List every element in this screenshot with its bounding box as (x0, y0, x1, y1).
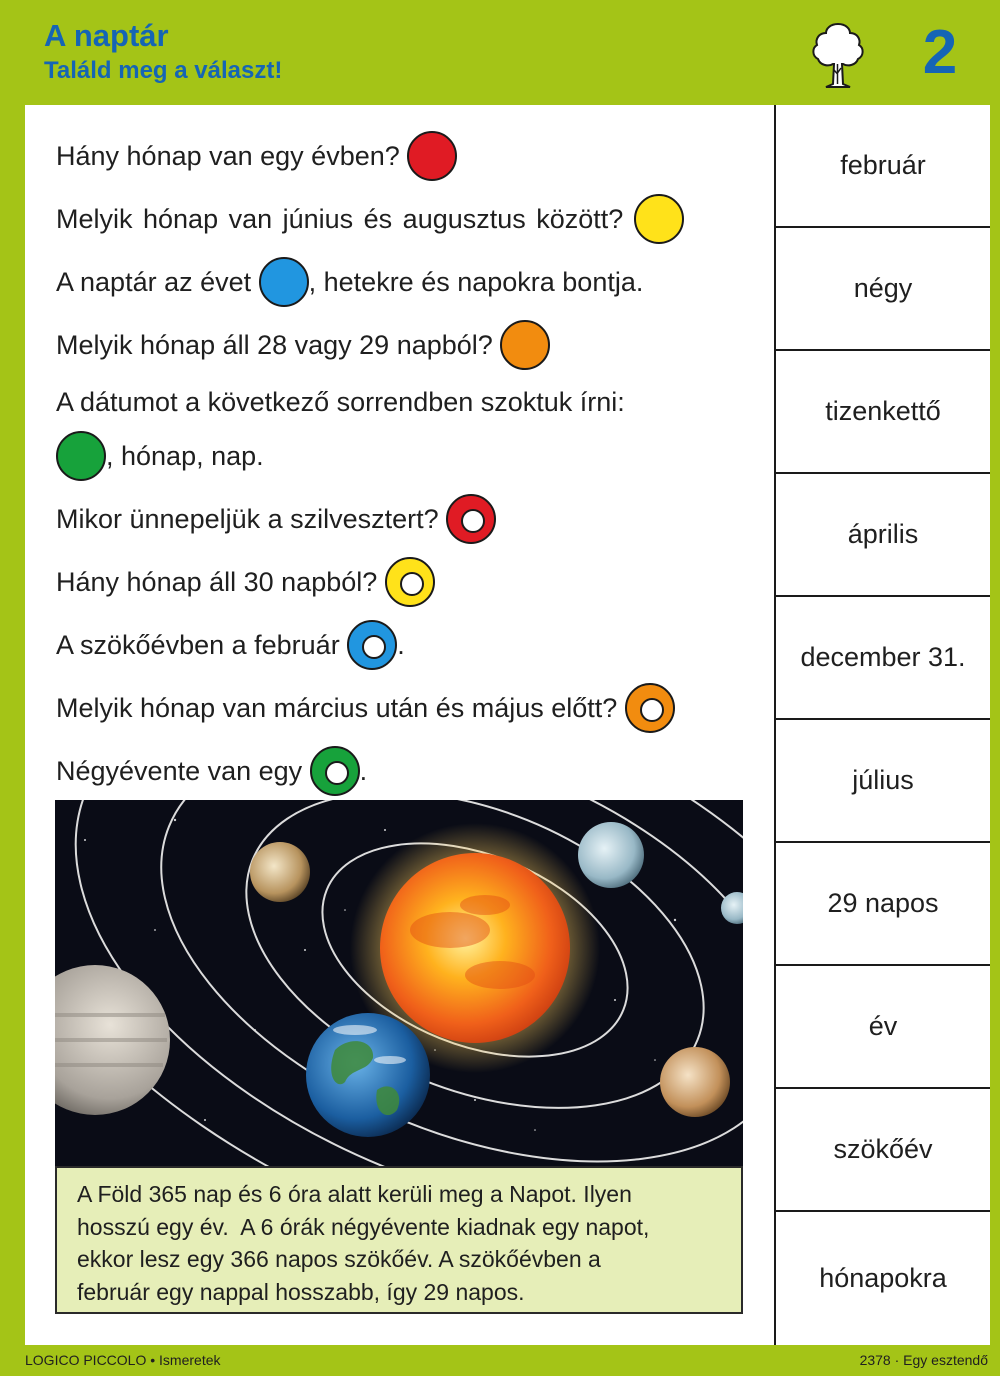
question-text: Melyik hónap van március után és május előtt? (56, 693, 625, 724)
question-10 (56, 748, 367, 798)
question-text: Mikor ünnepeljük a szilvesztert? (56, 504, 447, 535)
question-text: A naptár az évet (56, 267, 259, 298)
green-solid-marker[interactable] (56, 431, 106, 481)
info-line: A Föld 365 nap és 6 óra alatt kerüli meg a Napot. Ilyen (77, 1181, 632, 1207)
question-text-after: . (359, 756, 368, 787)
question-text-after: . (397, 630, 405, 661)
question-1 (56, 133, 457, 183)
blue-ring-marker[interactable] (347, 620, 397, 670)
info-box (55, 1166, 743, 1314)
answer-cell[interactable]: április (776, 474, 990, 597)
yellow-ring-marker[interactable] (385, 557, 435, 607)
red-solid-marker[interactable] (407, 131, 457, 181)
green-ring-marker[interactable] (310, 746, 360, 796)
page-subtitle: Találd meg a választ! (44, 57, 283, 84)
question-7 (56, 559, 435, 609)
question-text: A dátumot a következő sorrendben szoktuk írni: (56, 387, 625, 417)
answer-cell[interactable]: december 31. (776, 597, 990, 720)
question-text-after: , hónap, nap. (106, 441, 264, 472)
answer-column (774, 105, 990, 1345)
red-ring-marker[interactable] (446, 494, 496, 544)
orange-solid-marker[interactable] (500, 320, 550, 370)
solar-system-image (55, 800, 743, 1168)
question-text-after: , hetekre és napokra bontja. (308, 267, 644, 298)
footer-brand: LOGICO PICCOLO • Ismeretek (25, 1352, 221, 1368)
answer-cell[interactable]: február (776, 105, 990, 228)
question-6 (56, 496, 496, 546)
info-line: hosszú egy év. A 6 órák négyévente kiadnak egy napot, (77, 1213, 650, 1240)
question-2 (56, 196, 684, 246)
question-text: A szökőévben a február (56, 630, 348, 661)
question-text: Hány hónap van egy évben? (56, 141, 408, 172)
question-5-line-2 (56, 433, 264, 483)
question-text: Négyévente van egy (56, 756, 310, 787)
answer-cell[interactable]: év (776, 966, 990, 1089)
question-8 (56, 622, 405, 672)
tree-icon (808, 18, 868, 90)
question-3 (56, 259, 643, 309)
answer-cell[interactable]: tizenkettő (776, 351, 990, 474)
info-line: ekkor lesz egy 366 napos szökőév. A szökőévben a (77, 1246, 601, 1272)
answer-cell[interactable]: július (776, 720, 990, 843)
question-4 (56, 322, 550, 372)
answer-cell[interactable]: hónapokra (819, 1263, 947, 1293)
blue-solid-marker[interactable] (259, 257, 309, 307)
answer-cell[interactable]: 29 napos (776, 843, 990, 966)
answer-cell[interactable]: szökőév (776, 1089, 990, 1212)
question-text: Hány hónap áll 30 napból? (56, 567, 385, 598)
question-5 (56, 385, 625, 419)
question-9 (56, 685, 675, 735)
orange-ring-marker[interactable] (625, 683, 675, 733)
page-number: 2 (922, 18, 958, 87)
page-title: A naptár (44, 18, 169, 53)
footer-code: 2378 · Egy esztendő (859, 1352, 988, 1368)
question-text: Melyik hónap áll 28 vagy 29 napból? (56, 330, 501, 361)
question-text: Melyik hónap van június és augusztus között? (56, 204, 634, 235)
yellow-solid-marker[interactable] (634, 194, 684, 244)
answer-cell[interactable]: négy (776, 228, 990, 351)
info-line: február egy nappal hosszabb, így 29 napos. (77, 1278, 525, 1305)
